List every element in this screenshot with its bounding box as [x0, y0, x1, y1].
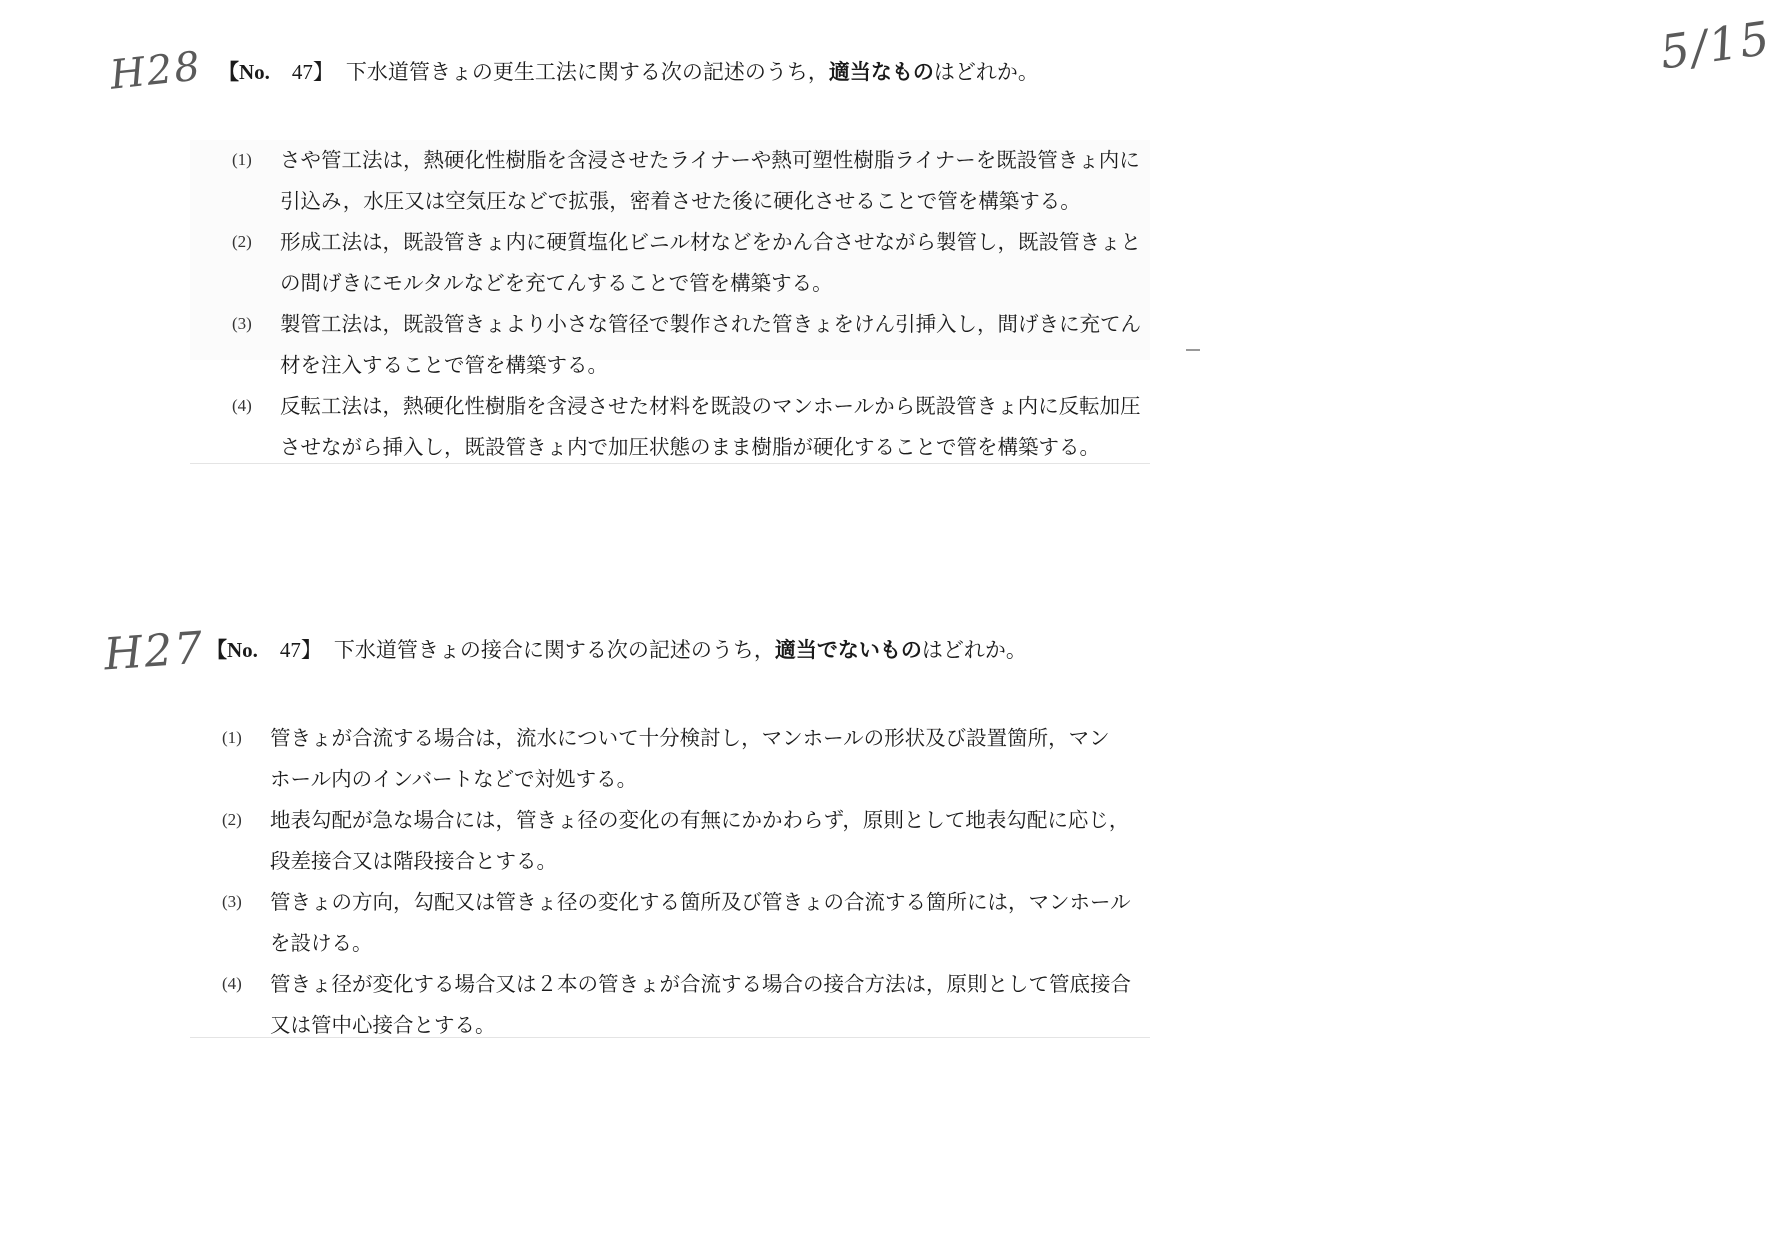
option-2 — [232, 222, 1141, 304]
option-2 — [222, 800, 1131, 882]
option-1 — [222, 718, 1131, 800]
year-tag-h27: H27 — [102, 622, 207, 681]
options-h28 — [232, 140, 1141, 468]
option-label: (2) — [222, 810, 242, 829]
option-label: (3) — [232, 314, 252, 333]
option-label: (3) — [222, 892, 242, 911]
option-line: 地表勾配が急な場合には，管きょ径の変化の有無にかかわらず，原則として地表勾配に応じ， — [270, 808, 1130, 832]
option-line: 管きょ径が変化する場合又は２本の管きょが合流する場合の接合方法は，原則として管底接合 — [270, 972, 1131, 996]
option-line: 形成工法は，既設管きょ内に硬質塩化ビニル材などをかん合させながら製管し，既設管きょと — [280, 230, 1141, 254]
option-line: 段差接合又は階段接合とする。 — [270, 849, 557, 873]
option-label: (2) — [232, 232, 252, 251]
divider — [190, 1037, 1150, 1038]
question-h27 — [206, 640, 1027, 661]
scan-mark — [1186, 349, 1200, 351]
option-4 — [222, 964, 1131, 1046]
question-text: 下水道管きょの更生工法に関する次の記述のうち， — [345, 60, 829, 84]
option-1 — [232, 140, 1141, 222]
option-line: 引込み，水圧又は空気圧などで拡張，密着させた後に硬化させることで管を構築する。 — [280, 189, 1081, 213]
question-emphasis: 適当でないもの — [774, 638, 922, 662]
option-line: を設ける。 — [270, 931, 373, 955]
question-text: 下水道管きょの接合に関する次の記述のうち， — [333, 638, 775, 662]
option-line: ホール内のインバートなどで対処する。 — [270, 767, 638, 791]
question-text-end: はどれか。 — [933, 60, 1039, 84]
option-label: (4) — [232, 396, 252, 415]
question-h28 — [218, 62, 1039, 83]
question-number-prefix: 【No. — [206, 638, 258, 662]
page-number: 5/15 — [1656, 10, 1775, 80]
question-number: 47】 — [291, 60, 334, 84]
question-number: 47】 — [279, 638, 322, 662]
divider — [190, 463, 1150, 464]
option-line: させながら挿入し，既設管きょ内で加圧状態のまま樹脂が硬化することで管を構築する。 — [280, 435, 1100, 459]
option-3 — [232, 304, 1141, 386]
question-emphasis: 適当なもの — [828, 60, 934, 84]
option-line: 管きょの方向，勾配又は管きょ径の変化する箇所及び管きょの合流する箇所には，マンホール — [270, 890, 1131, 914]
question-number-prefix: 【No. — [218, 60, 270, 84]
option-4 — [232, 386, 1141, 468]
option-line: 管きょが合流する場合は，流水について十分検討し，マンホールの形状及び設置箇所，マン — [270, 726, 1110, 750]
options-h27 — [222, 718, 1131, 1046]
year-tag-h28: H28 — [107, 43, 204, 99]
option-label: (1) — [222, 728, 242, 747]
option-line: の間げきにモルタルなどを充てんすることで管を構築する。 — [280, 271, 833, 295]
option-line: 又は管中心接合とする。 — [270, 1013, 496, 1037]
option-line: 製管工法は，既設管きょより小さな管径で製作された管きょをけん引挿入し，間げきに充てん — [280, 312, 1141, 336]
option-line: 反転工法は，熱硬化性樹脂を含浸させた材料を既設のマンホールから既設管きょ内に反転加圧 — [280, 394, 1141, 418]
option-label: (4) — [222, 974, 242, 993]
option-line: 材を注入することで管を構築する。 — [280, 353, 608, 377]
option-line: さや管工法は，熱硬化性樹脂を含浸させたライナーや熱可塑性樹脂ライナーを既設管きょ内に — [280, 148, 1140, 172]
option-label: (1) — [232, 150, 252, 169]
question-text-end: はどれか。 — [921, 638, 1027, 662]
option-3 — [222, 882, 1131, 964]
